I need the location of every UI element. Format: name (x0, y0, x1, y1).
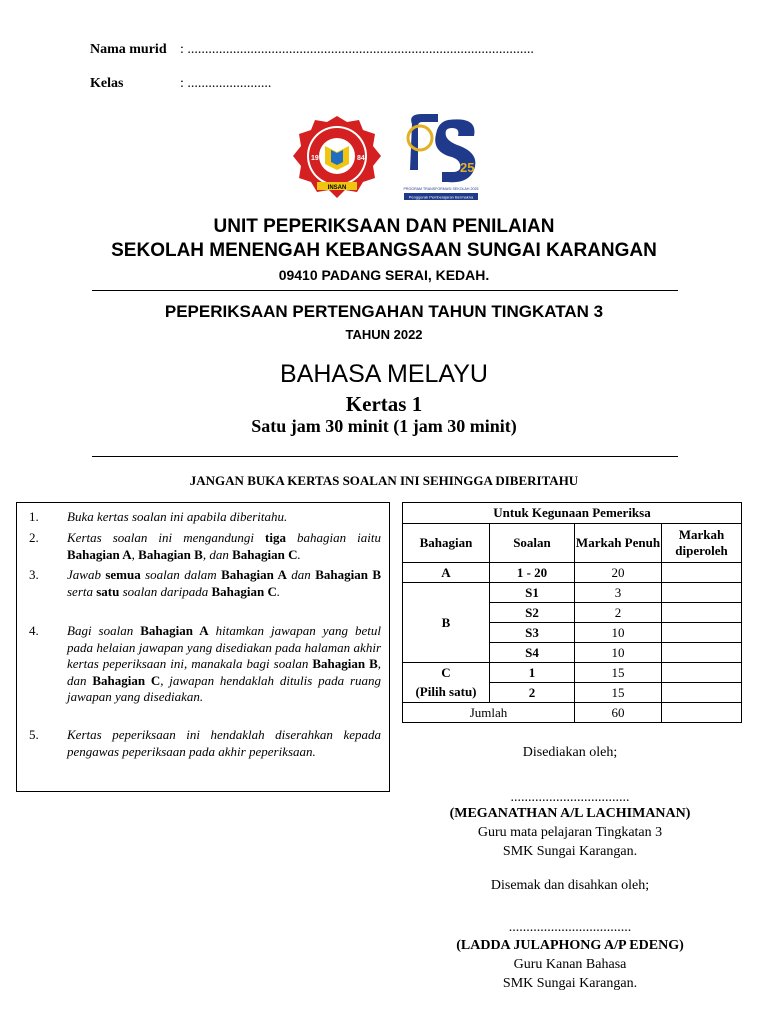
ts25-logo (398, 110, 484, 202)
unit-title: UNIT PEPERIKSAAN DAN PENILAIAN (213, 216, 555, 237)
table-row-total: Jumlah 60 (403, 703, 742, 723)
header-bahagian: Bahagian (403, 524, 490, 563)
warning-text: JANGAN BUKA KERTAS SOALAN INI SEHINGGA DIBERITAHU (189, 473, 579, 488)
signature-line-2[interactable]: ................................... (508, 920, 632, 935)
verifier-role: Guru Kanan Bahasa (513, 957, 627, 972)
table-row: S4 10 (403, 643, 742, 663)
student-name-label: Nama murid (90, 42, 167, 57)
table-row: S3 10 (403, 623, 742, 643)
header-markah-diperoleh: Markah diperoleh (662, 524, 742, 563)
score-input[interactable] (662, 623, 742, 643)
verifier-name: (LADDA JULAPHONG A/P EDENG) (456, 938, 684, 953)
class-field[interactable]: : ........................ (180, 76, 272, 91)
header-markah-penuh: Markah Penuh (575, 524, 662, 563)
verified-by-label: Disemak dan disahkan oleh; (490, 878, 650, 893)
exam-year: TAHUN 2022 (345, 327, 423, 342)
signature-line-1[interactable]: .................................. (510, 790, 630, 805)
svg-text:84: 84 (357, 155, 365, 162)
svg-text:Penggerak Pembelajaran Bermakn: Penggerak Pembelajaran Bermakna (408, 194, 474, 200)
score-input[interactable] (662, 663, 742, 683)
class-label: Kelas (90, 76, 124, 91)
svg-text:25: 25 (460, 160, 475, 175)
school-name: SEKOLAH MENENGAH KEBANGSAAN SUNGAI KARANGAN (111, 240, 657, 261)
student-name-field[interactable]: : ................................................................................................... (180, 42, 534, 57)
preparer-role: Guru mata pelajaran Tingkatan 3 (477, 825, 663, 840)
svg-text:19: 19 (311, 155, 319, 162)
score-input[interactable] (662, 603, 742, 623)
instruction-text: Kertas soalan ini mengandungi tiga bahagian iaitu Bahagian A, Bahagian B, dan Bahagian C. (67, 530, 381, 562)
score-input[interactable] (662, 583, 742, 603)
prepared-by-label: Disediakan oleh; (522, 745, 618, 760)
instruction-text: Jawab semua soalan dalam Bahagian A dan Bahagian B serta satu soalan daripada Bahagian C. (67, 567, 382, 599)
verifier-school: SMK Sungai Karangan. (502, 976, 638, 991)
table-row: B S1 3 (403, 583, 742, 603)
subject-title: BAHASA MELAYU (280, 360, 488, 388)
table-row: C 1 15 (403, 663, 742, 683)
school-address: 09410 PADANG SERAI, KEDAH. (278, 267, 490, 283)
table-row: A 1 - 20 20 (403, 563, 742, 583)
paper-number: Kertas 1 (345, 392, 423, 416)
instructions-box: 1. Buka kertas soalan ini apabila diberitahu. 2. Kertas soalan ini mengandungi tiga bahagian iaitu Bahagian A, Bahagian B, dan Bahagian C. 3. Jawab semua soalan dalam Bahagian A dan Bahagian B serta satu soalan daripada Bahagian C. 4. Bagi soalan Bahagian A hitamkan jawapan yang betul pada helaian jawapan yang disediakan pada halaman akhir kertas peperiksaan ini, manakala bagi soalan Bahagian B, dan Bahagian C, jawapan hendaklah ditulis pada ruang jawapan yang disediakan. 5. Kertas peperiksaan ini hendaklah diserahkan kepada pengawas peperiksaan pada akhir peperiksaan. (16, 502, 390, 792)
score-input[interactable] (662, 683, 742, 703)
divider-top (92, 290, 678, 291)
exam-duration: Satu jam 30 minit (1 jam 30 minit) (251, 416, 517, 436)
instruction-text: Kertas peperiksaan ini hendaklah diserahkan kepada pengawas peperiksaan pada akhir peperiksaan. (67, 727, 381, 759)
score-input[interactable] (662, 563, 742, 583)
header-soalan: Soalan (490, 524, 575, 563)
svg-text:PROGRAM TRANSFORMASI SEKOLAH 2: PROGRAM TRANSFORMASI SEKOLAH 2025 (403, 187, 479, 191)
table-row: (Pilih satu) 2 15 (403, 683, 742, 703)
instruction-text: Buka kertas soalan ini apabila diberitahu. (67, 509, 288, 524)
svg-text:INSAN: INSAN (327, 185, 347, 191)
score-input[interactable] (662, 643, 742, 663)
exam-title: PEPERIKSAAN PERTENGAHAN TAHUN TINGKATAN 3 (164, 302, 604, 321)
preparer-name: (MEGANATHAN A/L LACHIMANAN) (449, 806, 691, 821)
instruction-text: Bagi soalan Bahagian A hitamkan jawapan yang betul pada helaian jawapan yang disediakan pada halaman akhir kertas peperiksaan ini, manakala bagi soalan Bahagian B, dan Bahagian C, jawapan hendaklah ditulis pada ruang jawapan yang disediakan. (67, 623, 382, 704)
table-row: S2 2 (403, 603, 742, 623)
school-logo (285, 112, 390, 202)
divider-bottom (92, 456, 678, 457)
total-score-input[interactable] (662, 703, 742, 723)
examiner-table (402, 502, 742, 723)
preparer-school: SMK Sungai Karangan. (502, 844, 638, 859)
table-title: Untuk Kegunaan Pemeriksa (403, 503, 742, 524)
